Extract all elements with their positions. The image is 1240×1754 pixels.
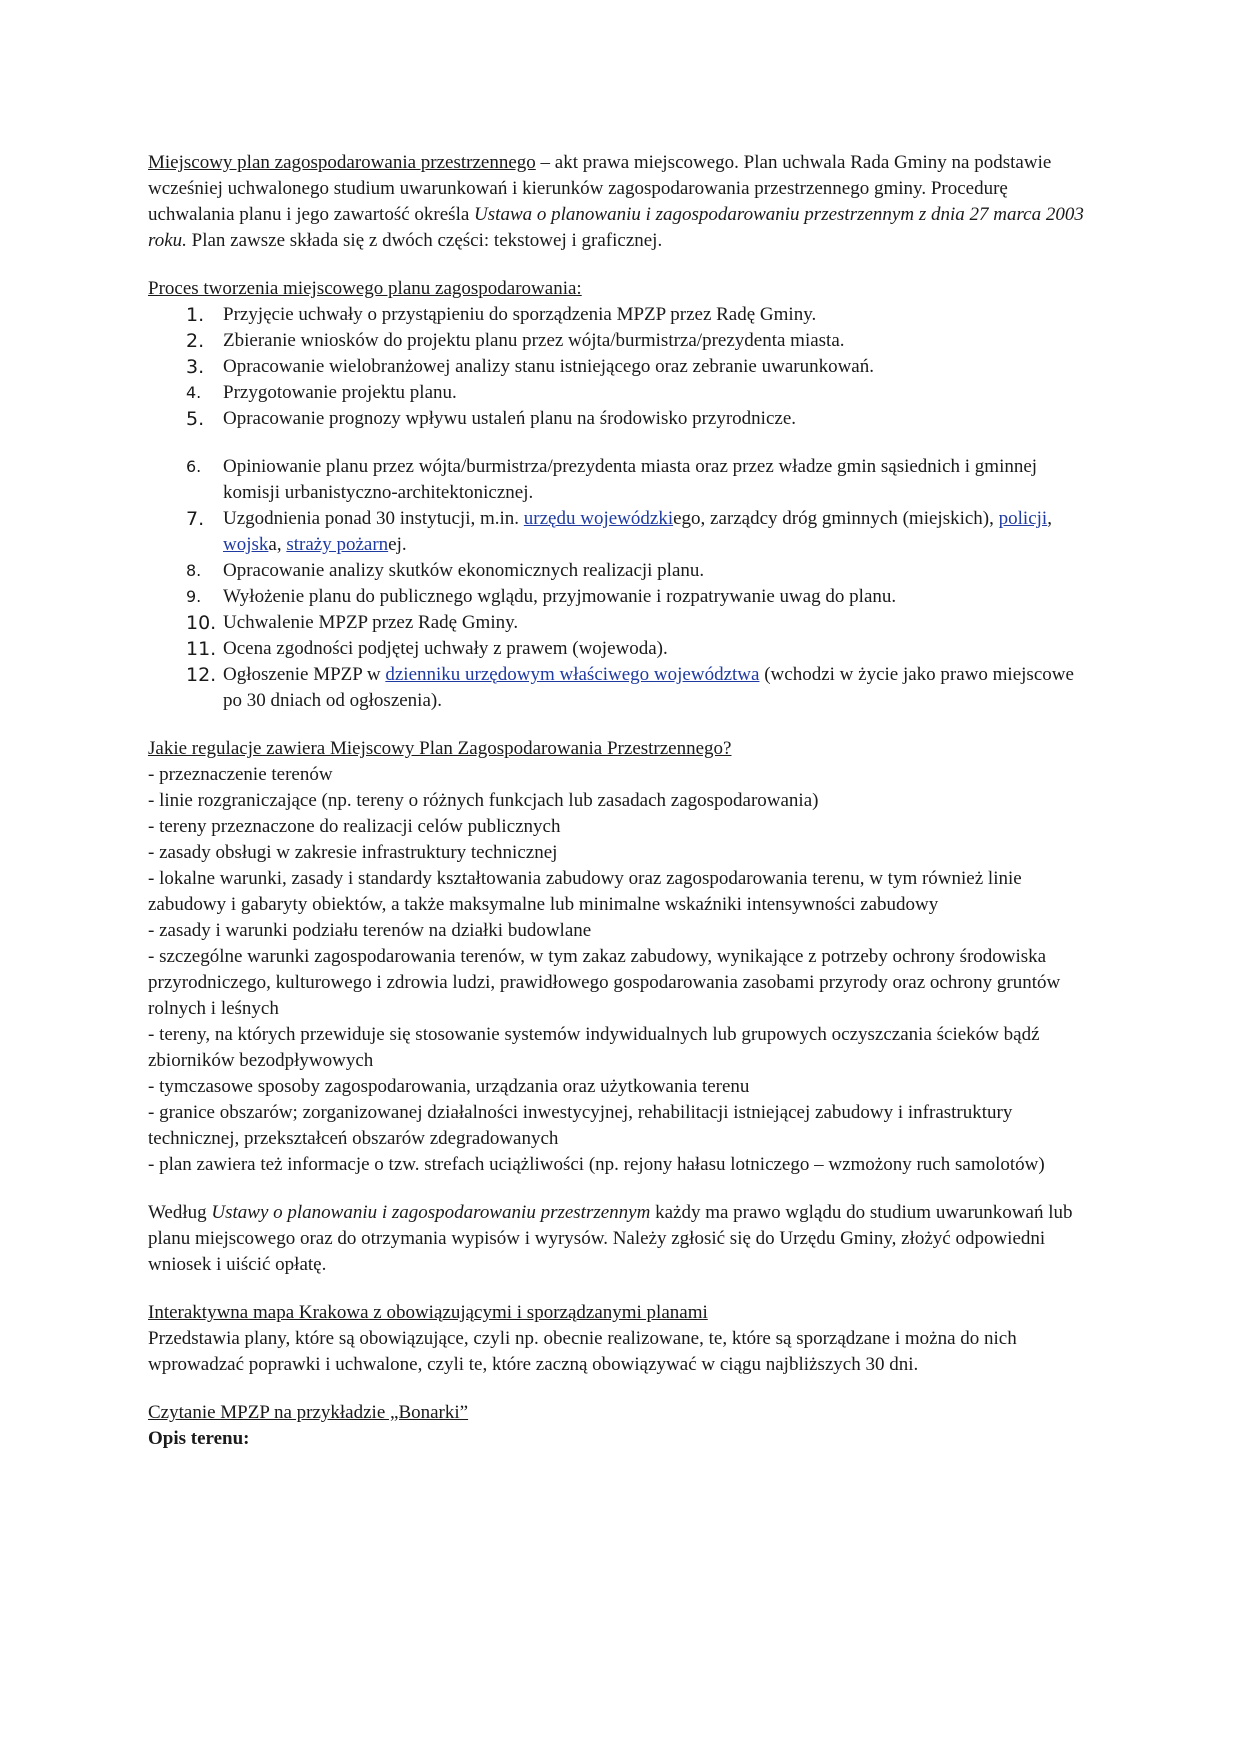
link-dziennik-urzedowy[interactable]: dzienniku urzędowym właściwego województwa (385, 664, 760, 685)
list-item: - tymczasowe sposoby zagospodarowania, urządzania oraz użytkowania terenu (148, 1076, 750, 1097)
list-text: Opracowanie analizy skutków ekonomicznych realizacji planu. (223, 560, 705, 581)
list-text: Wyłożenie planu do publicznego wglądu, przyjmowanie i rozpatrywanie uwag do planu. (223, 586, 897, 607)
list-text: ego, zarządcy dróg gminnych (miejskich), (673, 508, 999, 529)
list-number: 4. (186, 383, 202, 402)
list-number: 12. (186, 664, 217, 686)
list-number: 7. (186, 508, 205, 530)
list-text: Opiniowanie planu przez wójta/burmistrza/prezydenta miasta oraz przez władze gmin sąsiednich i gminnej komisji urbanistyczno-architektonicznej. (223, 456, 1038, 503)
list-text: Uchwalenie MPZP przez Radę Gminy. (223, 612, 519, 633)
list-number: 2. (186, 330, 205, 352)
intro-text-1: – akt prawa miejscowego. Plan uchwala Rada Gminy na podstawie wcześniej uchwalonego studium uwarunkowań i kierunków zagospodarowania przestrzennego gminy. Procedurę uchwalania planu i jego zawartość określa (148, 152, 1052, 225)
list-text: Przyjęcie uchwały o przystąpieniu do sporządzenia MPZP przez Radę Gminy. (223, 304, 817, 325)
list-item (148, 636, 1088, 662)
list-text: Opracowanie wielobranżowej analizy stanu istniejącego oraz zebranie uwarunkowań. (223, 356, 874, 377)
list-item (148, 302, 1088, 328)
list-item (148, 406, 1088, 432)
access-paragraph (148, 1200, 1088, 1278)
list-item: - zasady obsługi w zakresie infrastruktury technicznej (148, 842, 558, 863)
list-item: - zasady i warunki podziału terenów na działki budowlane (148, 920, 592, 941)
list-number: 6. (186, 457, 202, 476)
list-number: 10. (186, 612, 217, 634)
list-text: ej. (388, 534, 407, 555)
list-number: 5. (186, 408, 205, 430)
example-subheading: Opis terenu: (148, 1428, 250, 1449)
access-law-title: Ustawy o planowaniu i zagospodarowaniu przestrzennym (211, 1202, 651, 1223)
list-item: - szczególne warunki zagospodarowania terenów, w tym zakaz zabudowy, wynikające z potrzeby ochrony środowiska przyrodniczego, kulturowego i zdrowia ludzi, prawidłowego gospodarowania zasobami przyrody oraz ochrony gruntów rolnych i leśnych (148, 946, 1061, 1019)
intro-paragraph (148, 150, 1088, 254)
list-item (148, 454, 1088, 506)
list-number: 11. (186, 638, 217, 660)
list-text: Przygotowanie projektu planu. (223, 382, 457, 403)
list-item (148, 328, 1088, 354)
link-straz-pozarna[interactable]: straży pożarn (286, 534, 389, 555)
process-list (148, 302, 1088, 714)
list-text: (wchodzi w życie jako prawo miejscowe po 30 dniach od ogłoszenia). (223, 664, 1074, 711)
list-number: 1. (186, 304, 205, 326)
list-item: - granice obszarów; zorganizowanej działalności inwestycyjnej, rehabilitacji istniejącej zabudowy i infrastruktury technicznej, przekształceń obszarów zdegradowanych (148, 1102, 1013, 1149)
list-item: - przeznaczenie terenów (148, 764, 333, 785)
list-item: - tereny przeznaczone do realizacji celów publicznych (148, 816, 561, 837)
document-page (148, 150, 1088, 1452)
access-text-1: Według (148, 1202, 212, 1223)
list-text: Zbieranie wniosków do projektu planu przez wójta/burmistrza/prezydenta miasta. (223, 330, 845, 351)
list-item (148, 558, 1088, 584)
list-item (148, 506, 1088, 558)
list-text: Ocena zgodności podjętej uchwały z prawem (wojewoda). (223, 638, 668, 659)
list-item: - linie rozgraniczające (np. tereny o różnych funkcjach lub zasadach zagospodarowania) (148, 790, 819, 811)
list-text: , (1047, 508, 1052, 529)
list-text: a, (268, 534, 287, 555)
list-item: - tereny, na których przewiduje się stosowanie systemów indywidualnych lub grupowych oczyszczania ścieków bądź zbiorników bezodpływowych (148, 1024, 1040, 1071)
list-number: 8. (186, 561, 202, 580)
list-number: 9. (186, 587, 202, 606)
list-item (148, 584, 1088, 610)
intro-title: Miejscowy plan zagospodarowania przestrzennego (148, 152, 536, 173)
intro-law-title: Ustawa o planowaniu i zagospodarowaniu przestrzennym z dnia 27 marca 2003 roku. (148, 204, 1084, 251)
list-item (148, 610, 1088, 636)
link-policja[interactable]: policji (998, 508, 1048, 529)
regulations-heading: Jakie regulacje zawiera Miejscowy Plan Zagospodarowania Przestrzennego? (148, 738, 732, 759)
list-item (148, 662, 1088, 714)
list-number: 3. (186, 356, 205, 378)
list-text: Ogłoszenie MPZP w (223, 664, 386, 685)
list-item: - plan zawiera też informacje o tzw. strefach uciążliwości (np. rejony hałasu lotniczego – wzmożony ruch samolotów) (148, 1154, 1045, 1175)
intro-text-2: Plan zawsze składa się z dwóch części: tekstowej i graficznej. (186, 230, 663, 251)
list-text: Uzgodnienia ponad 30 instytucji, m.in. (223, 508, 524, 529)
map-paragraph: Przedstawia plany, które są obowiązujące, czyli np. obecnie realizowane, te, które są sporządzane i można do nich wprowadzać poprawki i uchwalone, czyli te, które zaczną obowiązywać w ciągu najbliższych 30 dni. (148, 1328, 1017, 1375)
access-text-2: każdy ma prawo wglądu do studium uwarunkowań lub planu miejscowego oraz do otrzymania wypisów i wyrysów. Należy zgłosić się do Urzędu Gminy, złożyć odpowiedni wniosek i uiścić opłatę. (148, 1202, 1073, 1275)
list-item (148, 380, 1088, 406)
link-urzad-wojewodzki[interactable]: urzędu wojewódzki (523, 508, 674, 529)
map-heading: Interaktywna mapa Krakowa z obowiązującymi i sporządzanymi planami (148, 1302, 708, 1323)
link-wojsko[interactable]: wojsk (223, 534, 269, 555)
list-text: Opracowanie prognozy wpływu ustaleń planu na środowisko przyrodnicze. (223, 408, 797, 429)
example-heading: Czytanie MPZP na przykładzie „Bonarki” (148, 1402, 469, 1423)
process-heading: Proces tworzenia miejscowego planu zagospodarowania: (148, 278, 582, 299)
list-item (148, 354, 1088, 380)
list-item: - lokalne warunki, zasady i standardy kształtowania zabudowy oraz zagospodarowania terenu, w tym również linie zabudowy i gabaryty obiektów, a także maksymalne lub minimalne wskaźniki intensywności zabudowy (148, 868, 1022, 915)
